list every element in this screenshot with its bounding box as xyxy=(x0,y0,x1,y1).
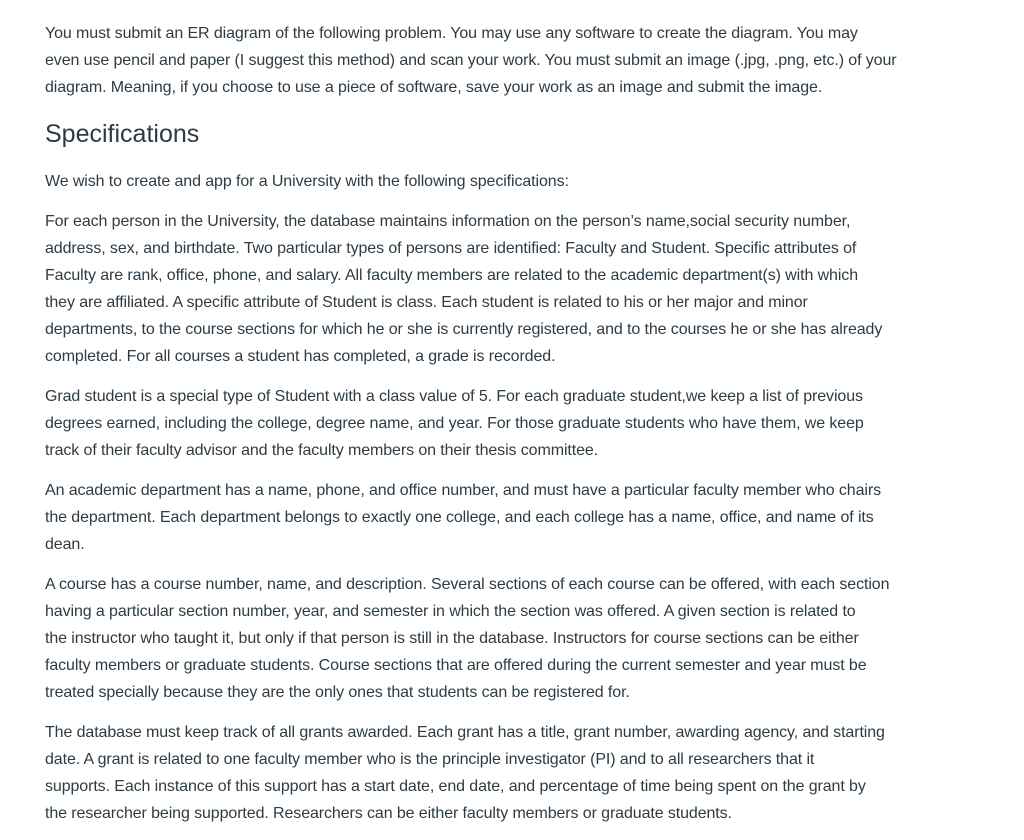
text-line: An academic department has a name, phone, and office number, and must have a particular faculty member who chairs xyxy=(45,482,881,499)
text-line: having a particular section number, year, and semester in which the section was offered. A given section is related to xyxy=(45,603,856,620)
text-line: We wish to create and app for a University with the following specifications: xyxy=(45,173,569,190)
text-line: The database must keep track of all grants awarded. Each grant has a title, grant number, awarding agency, and starting xyxy=(45,724,885,741)
specification-paragraphs xyxy=(45,168,1005,827)
specification-paragraph xyxy=(45,477,1005,558)
text-line: departments, to the course sections for which he or she is currently registered, and to the courses he or she has already xyxy=(45,321,883,338)
text-line: they are affiliated. A specific attribute of Student is class. Each student is related to his or her major and minor xyxy=(45,294,808,311)
text-line: diagram. Meaning, if you choose to use a piece of software, save your work as an image and submit the image. xyxy=(45,79,823,96)
assignment-content xyxy=(45,20,1005,840)
text-line: Faculty are rank, office, phone, and salary. All faculty members are related to the academic department(s) with which xyxy=(45,267,858,284)
text-line: A course has a course number, name, and description. Several sections of each course can be offered, with each section xyxy=(45,576,890,593)
text-line: completed. For all courses a student has completed, a grade is recorded. xyxy=(45,348,556,365)
text-line: treated specially because they are the only ones that students can be registered for. xyxy=(45,684,630,701)
text-line: even use pencil and paper (I suggest this method) and scan your work. You must submit an image (.jpg, .png, etc.) of your xyxy=(45,52,897,69)
specification-paragraph xyxy=(45,208,1005,370)
specification-paragraph xyxy=(45,571,1005,706)
text-line: degrees earned, including the college, degree name, and year. For those graduate students who have them, we keep xyxy=(45,415,864,432)
text-line: address, sex, and birthdate. Two particular types of persons are identified: Faculty and Student. Specific attributes of xyxy=(45,240,857,257)
text-line: supports. Each instance of this support has a start date, end date, and percentage of time being spent on the grant by xyxy=(45,778,866,795)
text-line: the department. Each department belongs to exactly one college, and each college has a name, office, and name of its xyxy=(45,509,874,526)
text-line: the researcher being supported. Researchers can be either faculty members or graduate students. xyxy=(45,805,732,822)
text-line: Grad student is a special type of Student with a class value of 5. For each graduate student,we keep a list of previous xyxy=(45,388,863,405)
text-line: track of their faculty advisor and the faculty members on their thesis committee. xyxy=(45,442,599,459)
specification-paragraph xyxy=(45,168,1005,195)
text-line: the instructor who taught it, but only if that person is still in the database. Instructors for course sections can be either xyxy=(45,630,859,647)
specification-paragraph xyxy=(45,383,1005,464)
text-line: faculty members or graduate students. Course sections that are offered during the current semester and year must be xyxy=(45,657,867,674)
intro-paragraph xyxy=(45,20,1005,101)
text-line: dean. xyxy=(45,536,85,553)
specification-paragraph xyxy=(45,719,1005,827)
section-heading: Specifications xyxy=(45,120,200,148)
text-line: For each person in the University, the database maintains information on the person’s name,social security number, xyxy=(45,213,851,230)
text-line: date. A grant is related to one faculty member who is the principle investigator (PI) and to all researchers that it xyxy=(45,751,815,768)
text-line: You must submit an ER diagram of the following problem. You may use any software to create the diagram. You may xyxy=(45,25,858,42)
